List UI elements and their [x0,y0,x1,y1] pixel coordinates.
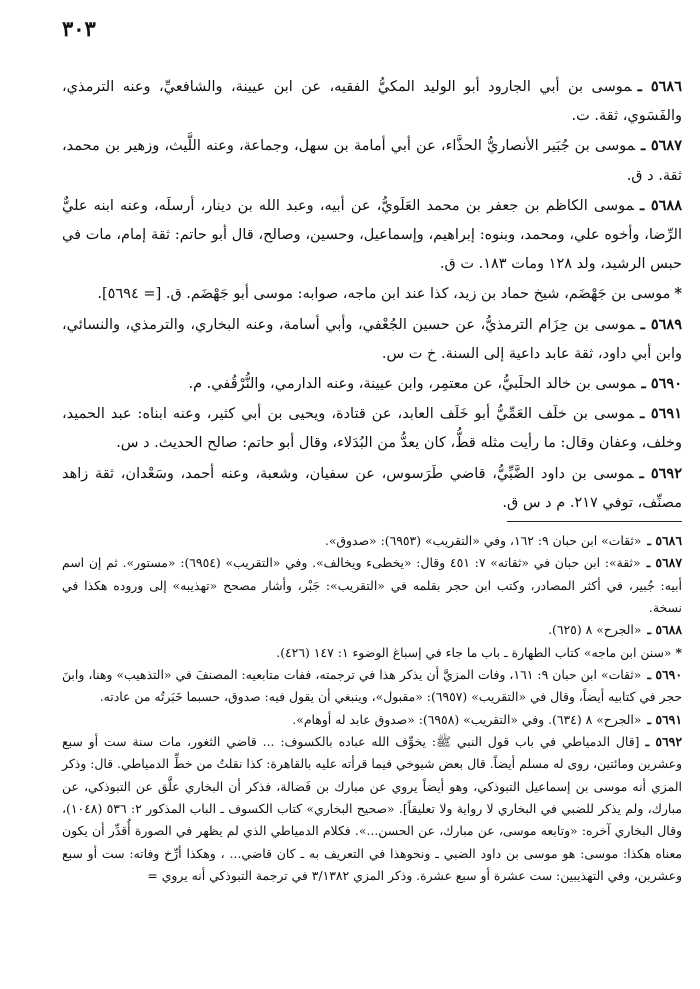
footnote-starred [62,642,682,664]
entry-text: موسى بن حِزَام الترمذيُّ، عن حسين الجُعْفي، وأبي أسامة، وعنه البخاري، والترمذي، والنسائي، وابن أبي داود، ثقة عابد داعية إلى السنة. خ ت س. [62,316,682,362]
entry-number: ٥٦٨٦ ـ [637,78,683,95]
entry-star-marker: * [674,285,682,303]
footnote-5686 [62,530,682,552]
footnote-divider [507,521,682,522]
footnote-number: ٥٦٩٠ ـ [647,667,682,683]
footnote-5691 [62,709,682,731]
entry-text: موسى بن جَهْضَم، شيخ حماد بن زيد، كذا عند ابن ماجه، صوابه: موسى أبو جَهْضَم. ق. [= ٥٦٩٤]. [97,286,671,303]
footnote-text: [قال الدمياطي في باب قول النبي ﷺ: يخوِّف الله عباده بالكسوف: ... قاضي الثغور، مات سنة ست أو سبع وعشرين ومائتين، روى له مسلم أيضاً. قال بعض شيوخي فيما قرأته عليه بالقاهرة: كذا نقلتُ من خطِّ الدمياطي. قال: وذكر المزي أنه موسى بن إسماعيل التبوذكي، وهو أيضاً يروي عن مبارك بن فَضالة، فذكر أن البخاري علَّق عن التبوذكي، عن مبارك، ولم يذكر للضبي في البخاري لا رواية ولا تعليقاً]. «صحيح البخاري» كتاب الكسوف ـ الباب المذكور ٢: ٥٣٦ (١٠٤٨)، وقال البخاري آخره: «وتابعه موسى، عن مبارك، عن الحسن...». فكلام الدمياطي الذي لم يظهر في الصورة أُقدِّر أن يكون معناه هكذا: موسى: هو موسى بن داود الضبي ـ ونحوهذا في التعريف به ـ كان قاضي... ، وهكذا أرِّخ وفاته: ست أو سبع وعشرين، وفي التهذيبين: ست عشرة أو سبع عشرة. وذكر المزي ٣/١٣٨٢ في ترجمة التبوذكي أنه يروي = [62,734,682,884]
entry-number: ٥٦٨٧ ـ [641,137,683,155]
entry-text: موسى الكاظم بن جعفر بن محمد العَلَويُّ، عن أبيه، وعبد الله بن دينار، أرسلَه، وعنه ابنه عليٌّ الرِّضا، وأخوه علي، ومحمد، وبنوه: إبراهيم، وإسماعيل، وحسين، وصالح، قال أبو حاتم: ثقة إمام، مات في حبس الرشيد، ولد ١٢٨ ومات ١٨٣. ت ق. [62,197,682,273]
footnote-text: «سنن ابن ماجه» كتاب الطهارة ـ باب ما جاء في إسباغ الوضوء ١: ١٤٧ (٤٢٦). [276,644,672,660]
footnote-text: «ثقات» ابن حبان ٩: ١٦٢، وفي «التقريب» (٦٩٥٣): «صدوق». [324,533,642,548]
entry-text: موسى بن خالد الحلَبيُّ، عن معتمِر، وابن عيينة، وعنه الدارمي، والنُّرْقُفي. م. [188,376,636,393]
footnote-number: ٥٦٨٨ ـ [647,622,682,638]
entry-5687 [62,131,682,190]
entry-text: موسى بن أبي الجارود أبو الوليد المكيُّ الفقيه، عن ابن عيينة، والشافعيِّ، وعنه الترمذي، والفَسَوي، ثقة. ت. [62,79,682,125]
footnote-5687 [62,552,682,619]
footnote-5690 [62,664,682,709]
footnote-number: ٥٦٩٢ ـ [645,734,682,750]
footnote-number: ٥٦٩١ ـ [647,711,682,727]
entry-text: موسى بن خلَف العَمِّيُّ أبو خَلَف العابد، عن قتادة، ويحيى بن أبي كثير، وعنه ابناه: عبد الحميد، وخلف، وعفان وقال: ما رأيت مثله قطُّ، كان يعدُّ من البُدَلاء، وقال أبو حاتم: صالح الحديث. د س. [62,406,682,452]
footnotes [62,530,682,888]
entry-5690 [62,369,682,399]
entry-number: ٥٦٩٢ ـ [639,464,683,482]
entry-starred [62,279,682,309]
entry-5686 [62,72,682,131]
entry-text: موسى بن داود الضَّبِّيُّ، قاضي طَرَسوس، عن سفيان، وشعبة، وعنه أحمد، وسَعْدان، ثقة زاهد مصنِّف، توفي ٢١٧. م د س ق. [62,465,682,511]
entry-5689 [62,310,682,369]
page-number: ٣٠٣ [62,16,96,41]
entry-text: موسى بن جُبَير الأنصاريُّ الحذَّاء، عن أبي أمامة بن سهل، وجماعة، وعنه اللَّيث، وزهير بن محمد، ثقة. د ق. [62,138,682,184]
footnote-5688 [62,619,682,641]
footnote-number: ٥٦٨٧ ـ [646,555,682,571]
footnote-number: ٥٦٨٦ ـ [647,533,682,548]
main-text [62,72,682,518]
entry-5691 [62,399,682,458]
entry-number: ٥٦٨٨ ـ [640,196,682,214]
entry-5688 [62,191,682,280]
footnote-text: «الجرح» ٨ (٦٣٤). وفي «التقريب» (٦٩٥٨): «صدوق عابد له أوهام». [292,711,642,727]
entry-number: ٥٦٨٩ ـ [640,315,682,333]
entry-number: ٥٦٩٠ ـ [641,375,682,393]
footnote-text: «ثقة»: ابن حبان في «ثقاته» ٧: ٤٥١ وقال: «يخطىء ويخالف». وفي «التقريب» (٦٩٥٤): «مستور». ثم إن اسم أبيه: جُبير، في أكثر المصادر، وكتب ابن حجر بقلمه في «التقريب»: جَبْر، وأشار مصحح «تهذيبه» إلى وروده هكذا في نسخة. [62,555,682,616]
footnote-text: «الجرح» ٨ (٦٢٥). [548,622,642,638]
footnote-text: «ثقات» ابن حبان ٩: ١٦١، وفات المزيَّ أن يذكر هذا في ترجمته، ففات متابعيه: المصنفَ في «التذهيب» وهنا، وابنَ حجر في كتابيه أيضاً، وقال في «التقريب» (٦٩٥٧): «مقبول»، وينبغي أن يقول فيه: صدوق، حسبما خَبَرتُه من عادته. [62,667,682,705]
footnote-5692 [62,731,682,887]
entry-number: ٥٦٩١ ـ [640,405,682,423]
entry-5692 [62,459,682,518]
footnote-star-marker: * [675,644,682,660]
